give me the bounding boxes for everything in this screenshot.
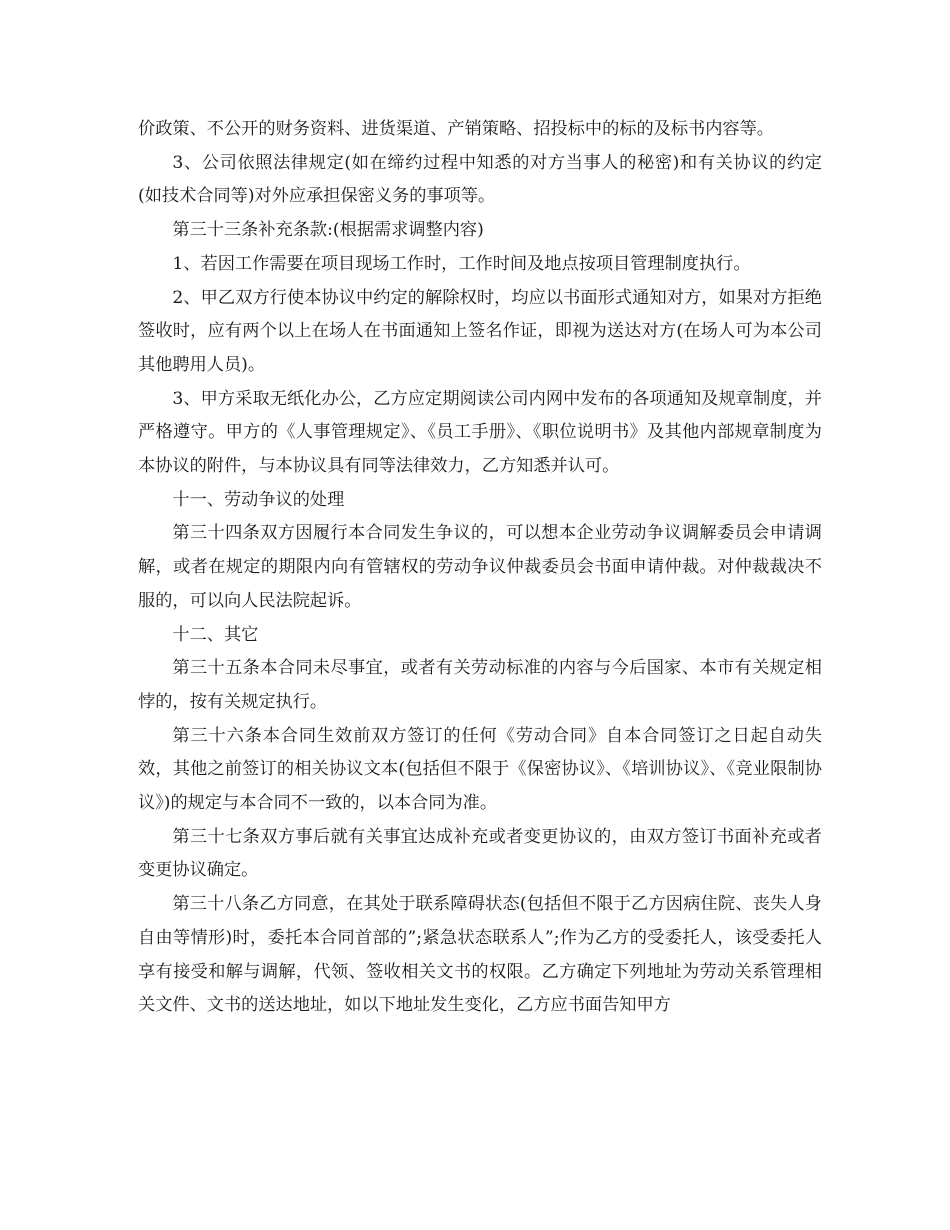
article-38: 第三十八条乙方同意，在其处于联系障碍状态(包括但不限于乙方因病住院、丧失人身自由等情形)时，委托本合同首部的”;紧急状态联系人”;作为乙方的受委托人，该受委托人享有接受和解与调解，代领、签收相关文书的权限。乙方确定下列地址为劳动关系管理相关文件、文书的送达地址，如以下地址发生变化，乙方应书面告知甲方 bbox=[138, 894, 822, 1016]
section-12-heading: 十二、其它 bbox=[172, 624, 259, 645]
article-33-item-2: 2、甲乙双方行使本协议中约定的解除权时，均应以书面形式通知对方，如果对方拒绝签收时，应有两个以上在场人在书面通知上签名作证，即视为送达对方(在场人可为本公司其他聘用人员)。 bbox=[138, 287, 822, 375]
article-34: 第三十四条双方因履行本合同发生争议的，可以想本企业劳动争议调解委员会申请调解，或者在规定的期限内向有管辖权的劳动争议仲裁委员会书面申请仲裁。对仲裁裁决不服的，可以向人民法院起诉。 bbox=[138, 523, 822, 611]
article-37: 第三十七条双方事后就有关事宜达成补充或者变更协议的，由双方签订书面补充或者变更协议确定。 bbox=[138, 826, 822, 881]
paragraph-confidential-item-3: 3、公司依照法律规定(如在缔约过程中知悉的对方当事人的秘密)和有关协议的约定(如技术合同等)对外应承担保密义务的事项等。 bbox=[138, 152, 822, 207]
document-page bbox=[138, 113, 822, 1023]
article-36: 第三十六条本合同生效前双方签订的任何《劳动合同》自本合同签订之日起自动失效，其他之前签订的相关协议文本(包括但不限于《保密协议》、《培训协议》、《竞业限制协议》)的规定与本合同不一致的，以本合同为准。 bbox=[138, 725, 822, 814]
article-33-item-1: 1、若因工作需要在项目现场工作时，工作时间及地点按项目管理制度执行。 bbox=[172, 253, 751, 274]
article-33-heading: 第三十三条补充条款:(根据需求调整内容) bbox=[172, 220, 484, 241]
paragraph-pricing-continuation: 价政策、不公开的财务资料、进货渠道、产销策略、招投标中的标的及标书内容等。 bbox=[138, 119, 774, 139]
article-33-item-3: 3、甲方采取无纸化办公，乙方应定期阅读公司内网中发布的各项通知及规章制度，并严格遵守。甲方的《人事管理规定》、《员工手册》、《职位说明书》及其他内部规章制度为本协议的附件，与本协议具有同等法律效力，乙方知悉并认可。 bbox=[138, 388, 822, 477]
section-11-heading: 十一、劳动争议的处理 bbox=[172, 489, 345, 510]
article-35: 第三十五条本合同未尽事宜，或者有关劳动标准的内容与今后国家、本市有关规定相悖的，按有关规定执行。 bbox=[138, 658, 822, 712]
